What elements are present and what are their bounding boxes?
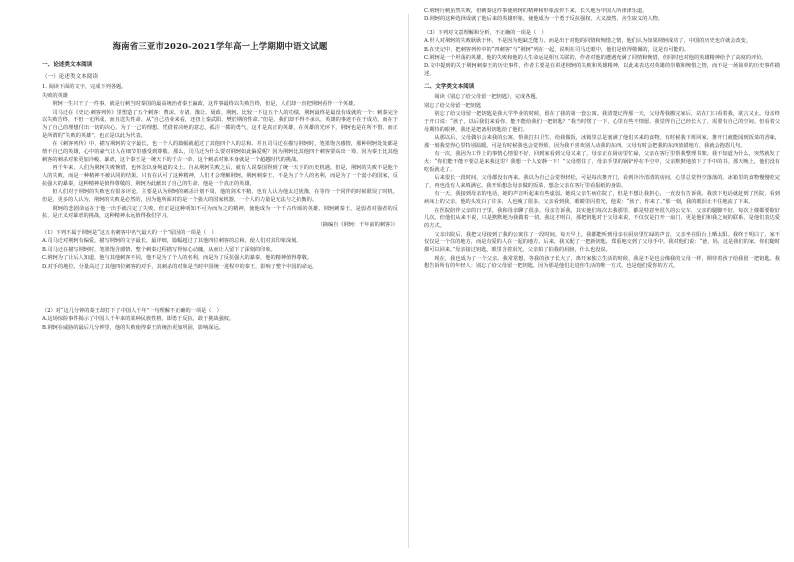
paragraph: 从那以后，父母偶尔会来我的公寓，帮我打扫卫生，给我做饭，冰箱里总是塞满了他们买来的食物。有时候我下班回家，推开门就能闻到饭菜的香味，那一刻我觉得心里特别温暖。可是有时候我也会觉得烦，因为我不喜欢别人动我的东西，父母有时会把我的东西放错地方，我就会抱怨几句。 bbox=[424, 135, 780, 149]
answer-space bbox=[42, 272, 398, 308]
paragraph: 别忘了给父母留一把钥匙是我大学毕业的时候，留在了我的第一套公寓。我清楚记得那一天，父母帮我搬完家后，站在门口看着我，欲言又止。母亲终于开口说：“孩子，以后我们来看你，能不能给我们一把钥匙？”我当时愣了一下，心里有些不情愿。我觉得自己已经长大了，需要有自己的空间。但看着父母期待的眼神，我还是把备用钥匙给了他们。 bbox=[424, 111, 780, 133]
option-c: C.荆轲行刺虽然失败，但刺秦这件事使荆轲的精神和形象流传下来，长久地为中国人所津津乐道。 bbox=[424, 8, 648, 14]
paragraph: 在医院陪伴父亲的日子里，我和母亲聊了很多。母亲告诉我，其实他们每次去我那里，都是特意坐很久的公交车，父亲的腿脚不好，每次上楼都要歇好几次。但他们从来不说，只是默默地为我做着一切。我这才明白，那把钥匙对于父母来说，不仅仅是打开一扇门，更是他们和我之间的联系，是他们表达爱的方式。 bbox=[424, 207, 780, 230]
option-d: D.文中提到的关于荆轲刺秦王的历史事件，作者主要是在讲述荆轲的失败和英雄精神，以此来表达对英雄的崇敬和惋惜之情，而不是一场简单的历史事件描述。 bbox=[424, 63, 780, 78]
right-column bbox=[424, 8, 780, 556]
option-d: D.对手的地位，分量高过了其他四位刺客的对手，其刺杀的对象是当时中国统一进程中的秦王，影响了整个中国的命运。 bbox=[42, 263, 318, 270]
paragraph: 荆轲的悲剧命运在于他一出手就注定了失败，但正是这种明知不可为而为之的精神，使他成为一个千古传颂的英雄。荆轲刺秦王，是弱者对强者的反抗，是正义对暴虐的挑战，这种精神永远值得我们学习。 bbox=[42, 205, 398, 220]
paragraph: 但人们对于荆轲的失败也有很多评论，主要是认为荆轲的刺杀计划不周，他的剑术不精，也有人认为他太过犹豫，在等待一个同伴的时候耽误了时机。但是，更多的人认为，荆轲的失败是必然的，因为他所面对的是一个强大的国家机器，一个人的力量是无法与之抗衡的。 bbox=[42, 189, 398, 204]
column-divider bbox=[408, 14, 409, 548]
paragraph: 再千年来，人们为荆轲失败惋惜，也怀念以身殉道的义士。自从荆轲失败之后，就有人说秦国得到了统一天下的历史机遇。但是，荆轲的失败不是他个人的失败，而是一种精神不被认同的结果。只有在认可了这种精神，人们才会理解荆轲。荆轲刺秦王，不是为了个人的名利，而是为了一个弱小的国家，反抗强大的暴秦，这种精神是值得尊敬的，荆轲为此献出了自己的生命，他是一个真正的英雄。 bbox=[42, 165, 398, 187]
question-stem: （2）对“这几分钟的秦王却打下了中国人千年”一句理解不正确的一项是（ ） bbox=[42, 308, 222, 315]
question-intro: 阅读《别忘了给父母留一把钥匙》，完成各题。 bbox=[434, 94, 541, 101]
section-heading: 一、论述类文本阅读 bbox=[42, 61, 93, 68]
option-a: A.司马迁对荆轲有偏爱，描写荆轲的文字最长，最详细，篇幅超过了其他四位刺客的总和，使人们对其印象深刻。 bbox=[42, 238, 302, 245]
paragraph: 荆轲一生只干了一件事，就是行刺当时秦国的最高统治者秦王嬴政，这件事最终以失败告终，但是，人们却一直把荆轲看作一个英雄。 bbox=[52, 101, 359, 108]
subsection-heading: （一）论述类文本阅读 bbox=[42, 74, 98, 80]
paragraph: 在《刺客列传》中，描写荆轲的文字最长，也一个人的篇幅就超过了其他四个人的总和。并且司马迁在描写荆轲时，笔墨饱含感情，那种荆轲处处都是情不自已的英雄，心中的豪气让人在细节里感受到尊敬。那么，司马迁为什么要对荆轲如此偏爱呢？因为荆轲比其他四个刺客要高出一筹，因为秦王比其他刺客的刺杀对象更加冷峻、暴虐，这个秦王是一统天下的千古一帝，这个刺杀对象本身就是一个超越时代的挑战。 bbox=[42, 141, 398, 163]
question-intro: 1. 阅读下面的文字，完成下列各题。 bbox=[42, 84, 127, 91]
paragraph: 后来很长一段时间，父母都没有再来。我以为自己会觉得轻松，可是每次推开门，看到冷冷清清的房间，心里总觉得空落落的。冰箱里的食物慢慢吃完了，再也没有人来填满它。我开始想念母亲做的饭菜，想念父亲在客厅里看报纸的身影。 bbox=[424, 175, 780, 190]
source-note: （摘编自《荆轲：千年前的刺客》） bbox=[317, 221, 398, 228]
option-b: B.荆轲在威胁的最后几分钟里，他的失败使得秦王的统治更加巩固，影响深远。 bbox=[42, 324, 224, 331]
left-column bbox=[42, 8, 398, 556]
page-title: 海南省三亚市2020-2021学年高一上学期期中语文试题 bbox=[112, 41, 328, 51]
paragraph: 有一天，我接到母亲的电话，她的声音听起来有些虚弱。她说父亲生病住院了，但是不想让我担心，一直没有告诉我。我放下电话就赶到了医院，看到病床上的父亲，他的头发白了许多，人也瘦了很多。父亲看到我，眼睛里闪着光，他说：“孩子，你来了。”那一刻，我的眼泪止不住地流了下来。 bbox=[424, 191, 780, 206]
option-d: D.荆轲的这种选择成就了他后来的英雄形象，使他成为一个勇于反抗强权、大义凛然、舍生取义的人物。 bbox=[424, 16, 664, 23]
question-stem: （1）下列不属于荆轲是“这五名刺客中名气最大的一个”原因的一项是（ ） bbox=[42, 230, 217, 237]
option-b: B.司马迁在描写荆轲时，笔墨饱含感情，整个刺秦过程描写得惊心动魄，从而让人留下了深刻的印象。 bbox=[42, 246, 276, 253]
option-a: A.这场惊险事件揭示了中国人千年来的某种民族性格，即勇于反抗，敢于挑战强权。 bbox=[42, 316, 235, 323]
paragraph: 现在，我也成为了一个父亲。我常常想，等我的孩子长大了，离开家独立生活的时候，我是不是也会像我的父母一样，期待着孩子给我留一把钥匙。我想告诉所有的年轻人：别忘了给父母留一把钥匙，因为那是他们走进你生活的唯一方式，也是他们爱你的方式。 bbox=[424, 255, 780, 270]
option-c: C.荆轲为了让后人知道，他与其他刺客不同，他不是为了个人的名利，而是为了反抗强大的暴秦，他的精神值得尊敬。 bbox=[42, 255, 312, 262]
option-c: C.荆轲是一个坦荡的英雄，他的失败和他的人生命运是相互关联的，作者对他的遭遇充满了同情和惋惜，但同时也对他的英雄精神给予了高度的评价。 bbox=[424, 54, 767, 61]
story-title: 别忘了给父母留一把钥匙 bbox=[424, 102, 482, 109]
option-b: B.在史记中，把刺客列传中的“四刺客”与“荆轲”列在一起，说明在司马迁眼中，他们是值得敬佩的，这是有可能的。 bbox=[424, 46, 690, 53]
essay-title: 失败的英雄 bbox=[42, 92, 68, 99]
paragraph: 父亲出院后，我把父母接到了我的公寓住了一段时间。每天早上，我都能听到母亲在厨房里忙碌的声音，父亲坐在阳台上晒太阳。我终于明白了，家不仅仅是一个住的地方，而是有爱的人在一起的地方。后来，我又配了一把新钥匙，郑重地交到了父母手中。我对他们说：“爸、妈，这是我们的家，你们随时都可以回来。”母亲接过钥匙，眼里含着泪光，父亲拍了拍我的肩膀，什么也没说。 bbox=[424, 231, 780, 254]
paragraph: 司马迁在《史记·刺客列传》里塑造了五个刺客：曹沫、专诸、豫让、聂政、荆轲。比较一下这五个人的功绩，荆轲最终是最没有成就的一个：刺秦完全以失败告终，不但一无所成，而且送失性命。从“自己功业来看，还扭上秦武阳、樊於期的性命。”但是，我们却不得不承认，英雄的事迹不在于成功，而在于为了自己的理想付出一切的决心，为了一己的理想，凭借着决绝的意志，孤注一掷的勇气，这才是真正的英雄，在英雄的光环下，荆轲也是在所不惜，而正是所谓的“失败的英雄”，也正是以此为代表。 bbox=[42, 109, 398, 139]
option-a: A.世人对荆轲的失败耿耿于怀，不是因为他缺乏能力，而是出于对他的同情和惋惜之情，他们认为如果荆轲成功了，中国的历史也许就会改变。 bbox=[424, 38, 752, 45]
section-heading: 二、文学类文本阅读 bbox=[424, 83, 475, 90]
question-stem: （3）下列对文意理解和分析，不正确的一项是（ ） bbox=[424, 29, 547, 36]
paragraph: 有一次，我因为工作上的事情心情很不好，回到家看到父母又来了，母亲正在厨房里忙碌，父亲在客厅里帮我整理书架。我不知道为什么，突然就发了火：“你们能不能不要总是来我这里？我想一个人安静一下！”父母愣住了，母亲手里的锅铲停在半空中，父亲默默地放下了手中的书。那天晚上，他们没有吃饭就走了。 bbox=[424, 151, 780, 173]
